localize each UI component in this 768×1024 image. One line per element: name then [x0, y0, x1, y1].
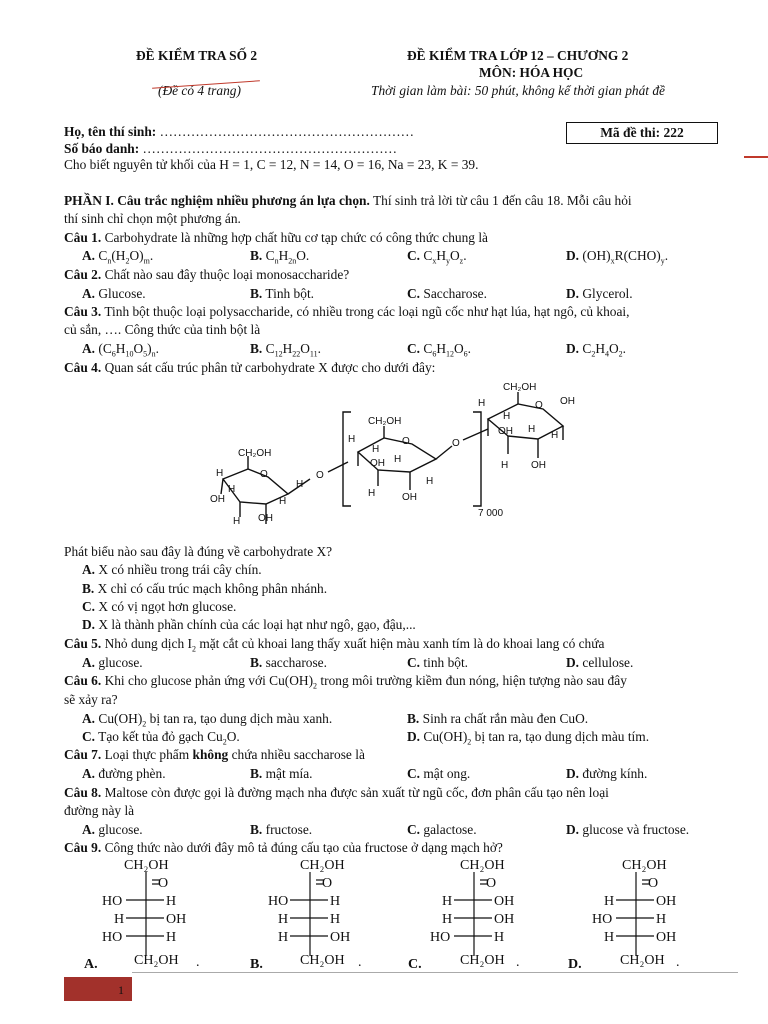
q4-option-d [82, 617, 416, 632]
svg-text:O: O [260, 469, 268, 480]
q6-option-c: C. Tạo kết tủa đỏ gạch $Cu_2O$. [82, 729, 240, 747]
q7-option-c [407, 766, 470, 781]
q5-option-a [82, 655, 143, 670]
option-letter: C. [407, 655, 421, 670]
option-text: Sinh ra chất rắn màu đen CuO. [422, 711, 589, 726]
svg-text:H: H [278, 930, 289, 945]
question-1 [64, 230, 488, 245]
q5-option-c [407, 655, 468, 670]
option-letter: C. [407, 766, 421, 781]
fischer-letter-c: C. [408, 957, 422, 972]
question-6: Câu 6. Khi cho glucose phản ứng với $Cu(OH)_2$ trong môi trường kiềm đun nóng, hiện tượng nào sau đây [64, 673, 627, 691]
svg-text:H: H [442, 894, 453, 909]
q4-option-c [82, 599, 236, 614]
svg-text:O: O [402, 436, 410, 447]
option-text: đường kính. [582, 766, 648, 781]
svg-text:H: H [442, 912, 453, 927]
q3-option-b: B. $C_{12}H_{22}O_{11}$. [250, 341, 321, 359]
svg-text:H: H [166, 930, 177, 945]
option-text: Glycerol. [582, 286, 633, 301]
svg-text:OH: OH [330, 930, 351, 945]
svg-text:H: H [656, 912, 667, 927]
q7-option-a [82, 766, 166, 781]
option-text: glucose. [98, 822, 143, 837]
question-9 [64, 840, 503, 855]
svg-text:H: H [604, 894, 615, 909]
svg-text:OH: OH [656, 930, 677, 945]
option-text-2: bị tan ra, tạo dung dịch màu xanh. [146, 711, 333, 726]
svg-text:.: . [196, 955, 200, 970]
option-text: Tinh bột. [265, 286, 315, 301]
svg-text:H: H [368, 488, 376, 499]
svg-text:HO: HO [102, 930, 123, 945]
svg-text:CH₂OH: CH₂OH [300, 858, 345, 873]
question-7-emphasis: không [192, 747, 229, 762]
option-text: mật mía. [265, 766, 313, 781]
option-letter: D. [566, 766, 580, 781]
part1-instruction-1: Thí sinh trả lời từ câu 1 đến câu 18. Mỗi câu hỏi [369, 193, 632, 208]
option-text: đường phèn. [98, 766, 166, 781]
svg-text:H: H [296, 479, 304, 490]
svg-text:HO: HO [430, 930, 451, 945]
option-letter: A. [82, 766, 96, 781]
svg-text:OH: OH [402, 492, 417, 503]
option-text: X là thành phần chính của các loại hạt như ngô, gạo, đậu,... [98, 617, 416, 632]
svg-text:OH: OH [498, 426, 513, 437]
option-text: glucose. [98, 655, 143, 670]
option-letter: D. [566, 248, 580, 263]
svg-text:CH₂OH: CH₂OH [622, 858, 667, 873]
option-letter: A. [82, 562, 96, 577]
option-letter: A. [82, 341, 96, 356]
test-class-title: ĐỀ KIỂM TRA LỚP 12 – CHƯƠNG 2 [407, 48, 629, 63]
question-5-text: Nhỏ dung dịch I [101, 636, 192, 651]
part1-heading: PHẦN I. Câu trắc nghiệm nhiều phương án lựa chọn. [64, 193, 370, 208]
q1-option-a: A. $C_n(H_2O)_m$. [82, 248, 154, 266]
svg-text:OH: OH [656, 894, 677, 909]
svg-text:H: H [494, 930, 505, 945]
question-3 [64, 304, 629, 319]
question-2 [64, 267, 349, 282]
option-letter: A. [82, 822, 96, 837]
option-letter: D. [82, 617, 96, 632]
option-letter: C. [407, 822, 421, 837]
svg-text:O: O [452, 438, 460, 449]
option-letter: D. [566, 822, 580, 837]
q2-option-a [82, 286, 146, 301]
question-4-text: Quan sát cấu trúc phân tử carbohydrate X được cho dưới đây: [101, 360, 436, 375]
q1-option-c: C. $C_xH_yO_z$. [407, 248, 467, 266]
svg-text:.: . [358, 955, 362, 970]
question-9-label: Câu 9. [64, 840, 102, 855]
svg-text:H: H [348, 434, 356, 445]
svg-text:CH₂OH: CH₂OH [300, 953, 345, 968]
svg-text:H: H [279, 496, 287, 507]
question-6-text-2: trong môi trường kiềm đun nóng, hiện tượng nào sau đây [317, 673, 627, 688]
svg-text:OH: OH [494, 894, 515, 909]
q1-option-b: B. $C_nH_{2n}O$. [250, 248, 310, 266]
svg-text:7 000: 7 000 [478, 508, 504, 519]
svg-text:H: H [604, 930, 615, 945]
option-text-2: bị tan ra, tạo dung dịch màu tím. [471, 729, 650, 744]
option-letter: B. [407, 711, 420, 726]
option-text: glucose và fructose. [582, 822, 690, 837]
exam-code-box: Mã đề thi: 222 [566, 122, 718, 144]
svg-text:H: H [501, 460, 509, 471]
subject-title: MÔN: HÓA HỌC [479, 65, 584, 80]
option-letter: B. [250, 286, 263, 301]
question-8 [64, 785, 609, 800]
q8-option-b [250, 822, 312, 837]
question-6-line2: sẽ xảy ra? [64, 692, 118, 707]
q3-option-a: A. $(C_6H_{10}O_5)_n$. [82, 341, 159, 359]
question-8-line2: đường này là [64, 803, 135, 818]
q8-option-d [566, 822, 689, 837]
option-text: tinh bột. [423, 655, 469, 670]
svg-text:CH₂OH: CH₂OH [503, 382, 537, 393]
option-text: Glucose. [98, 286, 146, 301]
svg-text:CH₂OH: CH₂OH [238, 448, 272, 459]
question-2-text: Chất nào sau đây thuộc loại monosaccharide? [101, 267, 350, 282]
q5-option-d [566, 655, 633, 670]
question-3-label: Câu 3. [64, 304, 102, 319]
question-2-label: Câu 2. [64, 267, 102, 282]
option-letter: C. [407, 341, 421, 356]
question-5-text-2: mặt cắt củ khoai lang thấy xuất hiện màu xanh tím là do khoai lang có chứa [195, 636, 605, 651]
question-1-label: Câu 1. [64, 230, 102, 245]
q3-option-d: D. $C_2H_4O_2$. [566, 341, 627, 359]
svg-text:.: . [676, 955, 680, 970]
option-letter: C. [407, 286, 421, 301]
q1-option-d: D. $(OH)_xR(CHO)_y$. [566, 248, 669, 266]
svg-text:CH₂OH: CH₂OH [368, 416, 402, 427]
q6-option-a: A. $Cu(OH)_2$ bị tan ra, tạo dung dịch màu xanh. [82, 711, 333, 729]
fischer-letter-a: A. [84, 957, 98, 972]
option-text: galactose. [423, 822, 477, 837]
svg-text:H: H [216, 468, 224, 479]
option-letter: B. [250, 248, 263, 263]
fischer-letter-b: B. [250, 957, 263, 972]
student-name-line [64, 124, 414, 139]
svg-text:CH₂OH: CH₂OH [620, 953, 665, 968]
student-name-label: Họ, tên thí sinh: [64, 124, 157, 139]
fischer-projections [64, 856, 724, 972]
svg-text:O: O [322, 876, 333, 891]
q2-option-b [250, 286, 314, 301]
q8-option-a [82, 822, 143, 837]
q3-option-c: C. $C_6H_{12}O_6$. [407, 341, 472, 359]
svg-text:O: O [535, 400, 543, 411]
option-letter: D. [566, 655, 580, 670]
question-9-text: Công thức nào dưới đây mô tả đúng cấu tạo của fructose ở dạng mạch hở? [101, 840, 503, 855]
q8-option-c [407, 822, 477, 837]
question-7-text: Loại thực phẩm [101, 747, 193, 762]
exam-number-title: ĐỀ KIỂM TRA SỐ 2 [136, 48, 258, 63]
svg-text:OH: OH [258, 513, 273, 524]
svg-text:H: H [372, 444, 380, 455]
svg-text:O: O [316, 470, 324, 481]
svg-text:O: O [648, 876, 659, 891]
red-margin-mark [744, 156, 768, 158]
student-id-dots: ………………………………………………… [142, 141, 397, 156]
svg-text:HO: HO [268, 894, 289, 909]
footer-rule [132, 972, 738, 973]
student-name-dots: ………………………………………………… [159, 124, 415, 139]
option-text-2: O. [226, 729, 240, 744]
option-letter: C. [82, 729, 96, 744]
option-text: Cu(OH) [423, 729, 468, 744]
question-4-prompt: Phát biểu nào sau đây là đúng về carbohydrate X? [64, 544, 333, 559]
question-3-line2: củ sắn, …. Công thức của tinh bột là [64, 322, 261, 337]
option-text: Cu(OH) [98, 711, 143, 726]
svg-text:H: H [330, 912, 341, 927]
option-letter: C. [82, 599, 96, 614]
option-text: Tạo kết tủa đỏ gạch Cu [98, 729, 223, 744]
option-letter: B. [250, 655, 263, 670]
svg-text:H: H [114, 912, 125, 927]
question-4-label: Câu 4. [64, 360, 102, 375]
option-letter: C. [407, 248, 421, 263]
question-6-text: Khi cho glucose phản ứng với Cu(OH) [101, 673, 314, 688]
student-id-label: Số báo danh: [64, 141, 140, 156]
question-1-text: Carbohydrate là những hợp chất hữu cơ tạp chức có công thức chung là [101, 230, 488, 245]
svg-text:O: O [158, 876, 169, 891]
option-letter: A. [82, 655, 96, 670]
svg-text:H: H [233, 516, 241, 527]
q6-option-b [407, 711, 588, 726]
question-8-text: Maltose còn được gọi là đường mạch nha được sản xuất từ ngũ cốc, đơn phân cấu tạo nên loại [101, 785, 609, 800]
svg-text:H: H [503, 411, 511, 422]
svg-text:H: H [478, 398, 486, 409]
svg-text:H: H [330, 894, 341, 909]
q7-option-b [250, 766, 313, 781]
svg-text:H: H [228, 484, 236, 495]
q5-option-b [250, 655, 327, 670]
option-text: cellulose. [582, 655, 634, 670]
q6-option-d: D. $Cu(OH)_2$ bị tan ra, tạo dung dịch màu tím. [407, 729, 650, 747]
student-id-line [64, 141, 397, 156]
q2-option-c [407, 286, 487, 301]
page-number: 1 [118, 983, 124, 997]
q7-option-d [566, 766, 647, 781]
page-count-note: (Đề có 4 trang) [158, 83, 241, 98]
option-letter: B. [250, 766, 263, 781]
svg-text:H: H [166, 894, 177, 909]
question-5: Câu 5. Nhỏ dung dịch $I_2$ mặt cắt củ khoai lang thấy xuất hiện màu xanh tím là do khoai lang có chứa [64, 636, 605, 654]
svg-text:OH: OH [531, 460, 546, 471]
carbohydrate-structure-diagram [188, 374, 588, 544]
svg-text:H: H [394, 454, 402, 465]
option-text: Saccharose. [423, 286, 487, 301]
option-letter: A. [82, 248, 96, 263]
option-letter: A. [82, 286, 96, 301]
svg-text:O: O [486, 876, 497, 891]
option-letter: A. [82, 711, 96, 726]
question-7 [64, 747, 365, 762]
question-8-label: Câu 8. [64, 785, 102, 800]
svg-text:CH₂OH: CH₂OH [460, 858, 505, 873]
svg-text:H: H [551, 430, 559, 441]
svg-text:H: H [528, 424, 536, 435]
question-7-text-2: chứa nhiều saccharose là [228, 747, 365, 762]
svg-text:OH: OH [166, 912, 187, 927]
question-7-label: Câu 7. [64, 747, 102, 762]
question-5-label: Câu 5. [64, 636, 102, 651]
time-note: Thời gian làm bài: 50 phút, không kể thời gian phát đề [371, 83, 665, 98]
option-text: saccharose. [265, 655, 327, 670]
svg-text:H: H [426, 476, 434, 487]
option-letter: D. [566, 341, 580, 356]
question-3-line1: Tinh bột thuộc loại polysaccharide, có nhiều trong các loại ngũ cốc như hạt lúa, hạt ngô, củ khoai, [101, 304, 630, 319]
q4-option-b [82, 581, 327, 596]
option-text: mật ong. [423, 766, 471, 781]
fischer-letter-d: D. [568, 957, 582, 972]
atomic-masses: Cho biết nguyên tử khối của H = 1, C = 12, N = 14, O = 16, Na = 23, K = 39. [64, 157, 479, 172]
svg-text:.: . [516, 955, 520, 970]
option-letter: B. [250, 341, 263, 356]
svg-text:HO: HO [592, 912, 613, 927]
option-text: fructose. [265, 822, 313, 837]
option-letter: B. [250, 822, 263, 837]
part1-instruction-2: thí sinh chỉ chọn một phương án. [64, 211, 241, 226]
svg-text:CH₂OH: CH₂OH [460, 953, 505, 968]
part1-line1 [64, 193, 632, 208]
option-text: X có vị ngọt hơn glucose. [98, 599, 237, 614]
svg-text:OH: OH [494, 912, 515, 927]
svg-text:CH₂OH: CH₂OH [134, 953, 179, 968]
svg-text:CH₂OH: CH₂OH [124, 858, 169, 873]
svg-text:OH: OH [560, 396, 575, 407]
svg-text:H: H [278, 912, 289, 927]
option-text: X có nhiều trong trái cây chín. [98, 562, 262, 577]
q4-option-a [82, 562, 262, 577]
svg-text:OH: OH [210, 494, 225, 505]
option-letter: D. [407, 729, 421, 744]
q2-option-d [566, 286, 633, 301]
option-text: X chỉ có cấu trúc mạch không phân nhánh. [97, 581, 328, 596]
svg-text:HO: HO [102, 894, 123, 909]
question-6-label: Câu 6. [64, 673, 102, 688]
svg-text:OH: OH [370, 458, 385, 469]
option-letter: D. [566, 286, 580, 301]
option-letter: B. [82, 581, 95, 596]
